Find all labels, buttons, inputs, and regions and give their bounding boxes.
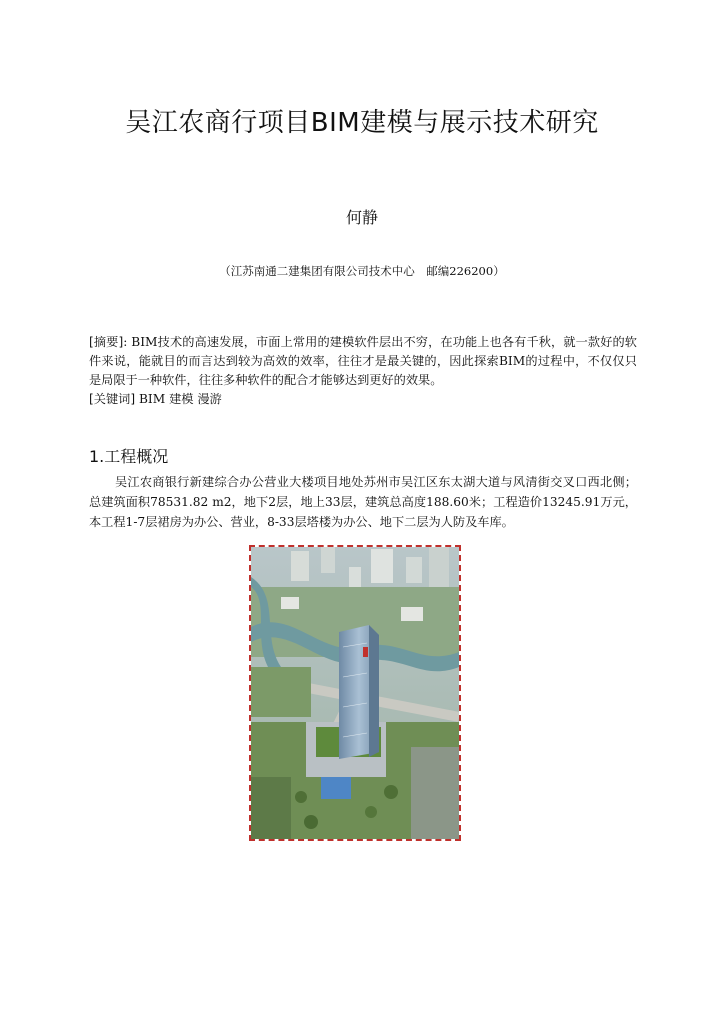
project-rendering-figure — [249, 545, 461, 841]
keywords — [89, 390, 637, 409]
section-paragraph: 吴江农商银行新建综合办公营业大楼项目地处苏州市吴江区东太湖大道与风清街交叉口西北侧；总建筑面积78531.82 m2，地下2层，地上33层，建筑总高度188.60米；工程造价13245.91万元，本工程1-7层裙房为办公、营业，8-33层塔楼为办公、地下二层为人防及车库。 — [89, 475, 637, 529]
abstract-text: : BIM技术的高速发展，市面上常用的建模软件层出不穷，在功能上也各有千秋，就一款好的软件来说，能就目的而言达到较为高效的效率，往往才是最关键的，因此探索BIM的过程中，不仅仅只是局限于一种软件，往往多种软件的配合才能够达到更好的效果。 — [89, 335, 637, 387]
abstract — [89, 333, 637, 390]
keywords-label: [关键词] — [89, 392, 136, 406]
author-affiliation: （江苏南通二建集团有限公司技术中心 邮编226200） — [219, 264, 505, 278]
author-name: 何静 — [345, 208, 378, 227]
paper-title: 吴江农商行项目BIM建模与展示技术研究 — [125, 108, 599, 138]
aerial-rendering-image — [251, 547, 459, 839]
abstract-label: [摘要] — [89, 335, 124, 349]
section-heading: 1.工程概况 — [89, 447, 169, 466]
keywords-text: BIM 建模 漫游 — [135, 392, 222, 406]
